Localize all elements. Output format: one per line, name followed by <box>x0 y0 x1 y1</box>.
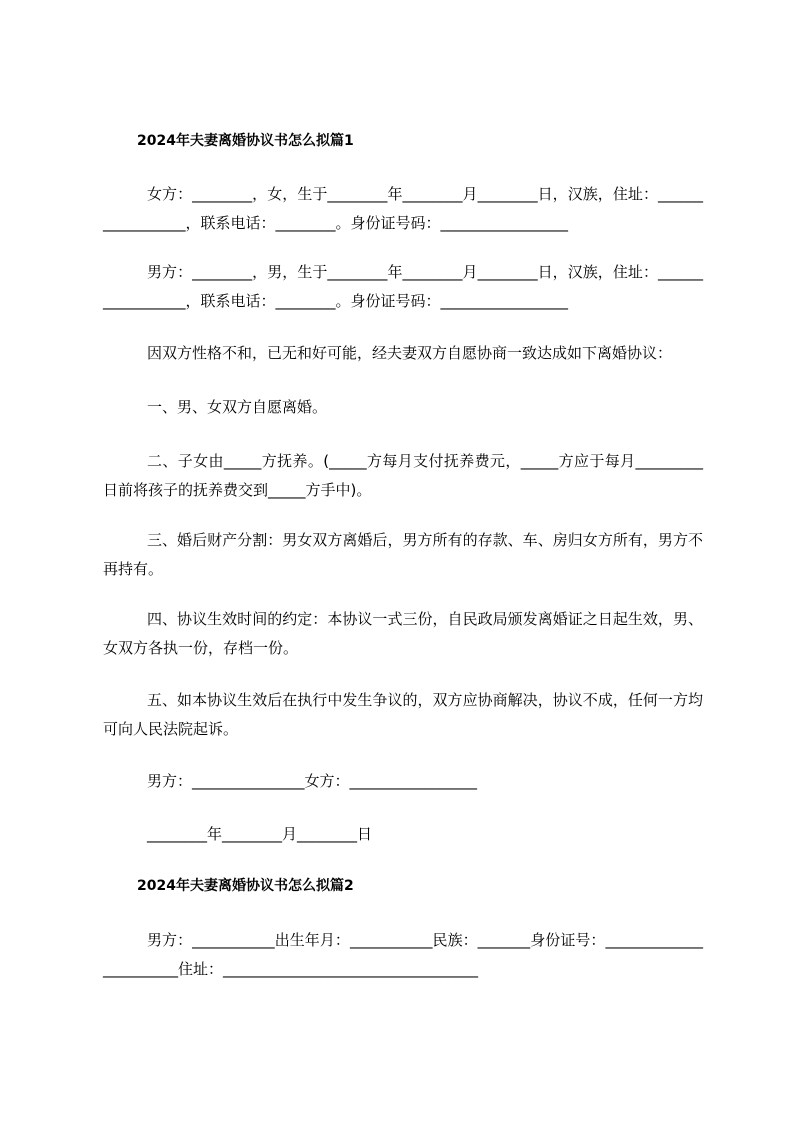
clause-5-paragraph: 五、如本协议生效后在执行中发生争议的，双方应协商解决，协议不成，任何一方均可向人民法院起诉。 <box>103 691 703 738</box>
preamble-paragraph: 因双方性格不和，已无和好可能，经夫妻双方自愿协商一致达成如下离婚协议： <box>147 344 673 362</box>
party-info-paragraph: 男方：___________出生年月：___________民族：_______身份证号：_______________________住址：__________________________________ <box>103 931 703 978</box>
clause-3-paragraph: 三、婚后财产分割：男女双方离婚后，男方所有的存款、车、房归女方所有，男方不再持有。 <box>103 531 703 578</box>
date-line: ________年________月________日 <box>147 825 373 843</box>
male-party-paragraph: 男方：________，男，生于________年________月________日，汉族，住址：_________________，联系电话：________。身份证号码：_________________ <box>103 263 703 310</box>
clause-1-paragraph: 一、男、女双方自愿离婚。 <box>147 398 328 416</box>
clause-2-paragraph: 二、子女由_____方抚养。(_____方每月支付抚养费元，_____方应于每月_________日前将孩子的抚养费交到_____方手中)。 <box>103 452 703 499</box>
clause-4-paragraph: 四、协议生效时间的约定：本协议一式三份，自民政局颁发离婚证之日起生效，男、女双方各执一份，存档一份。 <box>103 610 703 657</box>
female-party-paragraph: 女方：________，女，生于________年________月________日，汉族，住址：_________________，联系电话：________。身份证号码：_________________ <box>103 185 703 232</box>
section-heading-1: 2024年夫妻离婚协议书怎么拟篇1 <box>137 133 354 149</box>
signature-line: 男方：_______________女方：_________________ <box>147 772 478 790</box>
section-heading-2: 2024年夫妻离婚协议书怎么拟篇2 <box>137 878 354 894</box>
